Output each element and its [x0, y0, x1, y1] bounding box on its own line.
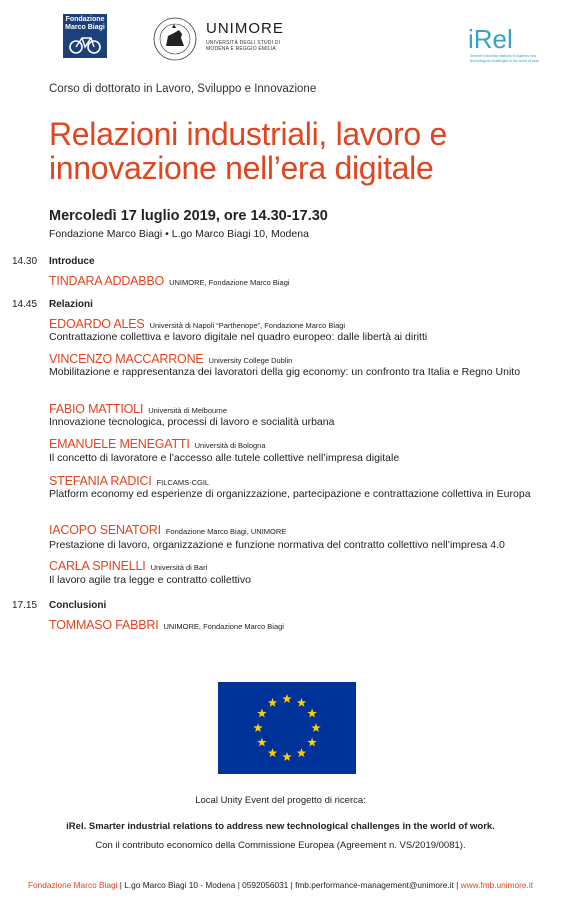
- fondazione-marco-biagi-logo: [63, 14, 107, 58]
- fmb-logo-line2: Marco Biagi: [65, 24, 105, 31]
- relazioni-heading: Relazioni: [49, 299, 93, 310]
- eu-stars-icon: [218, 682, 356, 774]
- bicycle-icon: [69, 34, 101, 54]
- footer-sep: |: [453, 880, 461, 890]
- unimore-subtitle: UNIVERSITÀ DEGLI STUDI DI MODENA E REGGIO EMILIA: [206, 40, 281, 52]
- eu-star-icon: [307, 738, 317, 747]
- footer-email[interactable]: fmb.performance-management@unimore.it: [295, 880, 454, 890]
- speaker-affiliation: Università di Bari: [150, 563, 208, 572]
- conclusioni-time: 17.15: [12, 600, 38, 611]
- funding-line-2: iRel. Smarter industrial relations to address new technological challenges in the world of work.: [66, 821, 495, 832]
- talk-title: Il concetto di lavoratore e l’accesso alle tutele collettive nell’impresa digitale: [49, 452, 400, 464]
- footer: [0, 880, 561, 890]
- footer-org: Fondazione Marco Biagi: [27, 880, 118, 890]
- eu-flag-icon: [218, 682, 356, 774]
- relazioni-time: 14.45: [12, 299, 38, 310]
- talk-title: Prestazione di lavoro, organizzazione e funzione normativa del contratto collettivo nell’impresa 4.0: [49, 539, 505, 551]
- speaker-affiliation: UNIMORE, Fondazione Marco Biagi: [169, 278, 290, 287]
- eu-star-icon: [282, 694, 292, 703]
- conclusioni-heading: Conclusioni: [49, 600, 107, 611]
- irel-subtitle: Smarter industrial relations to address new technological challenges in the world of work: [470, 54, 540, 63]
- unimore-seal-icon: [152, 16, 198, 62]
- intro-heading: Introduce: [49, 256, 95, 267]
- talk-title: Innovazione tecnologica, processi di lavoro e socialità urbana: [49, 416, 335, 428]
- speaker-name: STEFANIA RADICI: [49, 474, 152, 488]
- footer-address: L.go Marco Biagi 10 - Modena: [124, 880, 236, 890]
- fmb-logo-line1: Fondazione: [65, 16, 105, 23]
- speaker-affiliation: University College Dublin: [208, 356, 293, 365]
- speaker-name: FABIO MATTIOLI: [49, 402, 144, 416]
- unimore-name: UNIMORE: [206, 20, 284, 37]
- eu-star-icon: [297, 698, 307, 707]
- footer-sep: |: [235, 880, 243, 890]
- speaker-name: TOMMASO FABBRI: [49, 618, 159, 632]
- talk-title: Mobilitazione e rappresentanza dei lavoratori della gig economy: un confronto tra Italia e Regno Unito: [49, 366, 521, 378]
- eu-star-icon: [257, 709, 267, 718]
- eu-star-icon: [268, 748, 278, 757]
- speaker-affiliation: Università di Bologna: [194, 441, 266, 450]
- footer-phone: 0592056031: [242, 880, 289, 890]
- eu-star-icon: [257, 738, 267, 747]
- conclusioni-speaker: [49, 616, 284, 634]
- speaker-affiliation: Università di Melbourne: [148, 406, 228, 415]
- speaker-row: [49, 557, 207, 575]
- event-venue: Fondazione Marco Biagi • L.go Marco Biagi 10, Modena: [49, 228, 309, 240]
- eu-star-icon: [268, 698, 278, 707]
- event-datetime: Mercoledì 17 luglio 2019, ore 14.30-17.30: [49, 208, 328, 224]
- course-name: Corso di dottorato in Lavoro, Sviluppo e Innovazione: [49, 83, 317, 95]
- intro-speaker: [49, 272, 290, 290]
- talk-title: Contrattazione collettiva e lavoro digitale nel quadro europeo: dalle libertà ai diritti: [49, 331, 428, 343]
- speaker-name: EDOARDO ALES: [49, 317, 145, 331]
- eu-star-icon: [282, 752, 292, 761]
- funding-line-3: Con il contributo economico della Commissione Europea (Agreement n. VS/2019/0081).: [95, 840, 466, 851]
- speaker-affiliation: FILCAMS-CGIL: [156, 478, 210, 487]
- eu-star-icon: [253, 723, 263, 732]
- speaker-name: VINCENZO MACCARRONE: [49, 352, 204, 366]
- eu-star-icon: [311, 723, 321, 732]
- footer-sep: |: [117, 880, 125, 890]
- footer-web-link[interactable]: www.fmb.unimore.it: [460, 880, 533, 890]
- speaker-affiliation: Università di Napoli “Parthenope”, Fondazione Marco Biagi: [149, 321, 346, 330]
- talk-title: Platform economy ed esperienze di organizzazione, partecipazione e contrattazione collettiva in Europa: [49, 488, 531, 500]
- speaker-name: CARLA SPINELLI: [49, 559, 146, 573]
- speaker-name: TINDARA ADDABBO: [49, 274, 165, 288]
- speaker-row: [49, 521, 286, 539]
- funding-line-1: Local Unity Event del progetto di ricerca:: [195, 795, 366, 806]
- intro-time: 14.30: [12, 256, 38, 267]
- speaker-name: IACOPO SENATORI: [49, 523, 161, 537]
- eu-star-icon: [297, 748, 307, 757]
- irel-logo: iRel: [468, 24, 513, 54]
- event-title: Relazioni industriali, lavoro e innovazione nell’era digitale: [49, 116, 448, 186]
- footer-sep: |: [288, 880, 296, 890]
- speaker-affiliation: UNIMORE, Fondazione Marco Biagi: [163, 622, 284, 631]
- speaker-name: EMANUELE MENEGATTI: [49, 437, 190, 451]
- speaker-row: [49, 435, 266, 453]
- eu-star-icon: [307, 709, 317, 718]
- speaker-affiliation: Fondazione Marco Biagi, UNIMORE: [165, 527, 287, 536]
- talk-title: Il lavoro agile tra legge e contratto collettivo: [49, 574, 251, 586]
